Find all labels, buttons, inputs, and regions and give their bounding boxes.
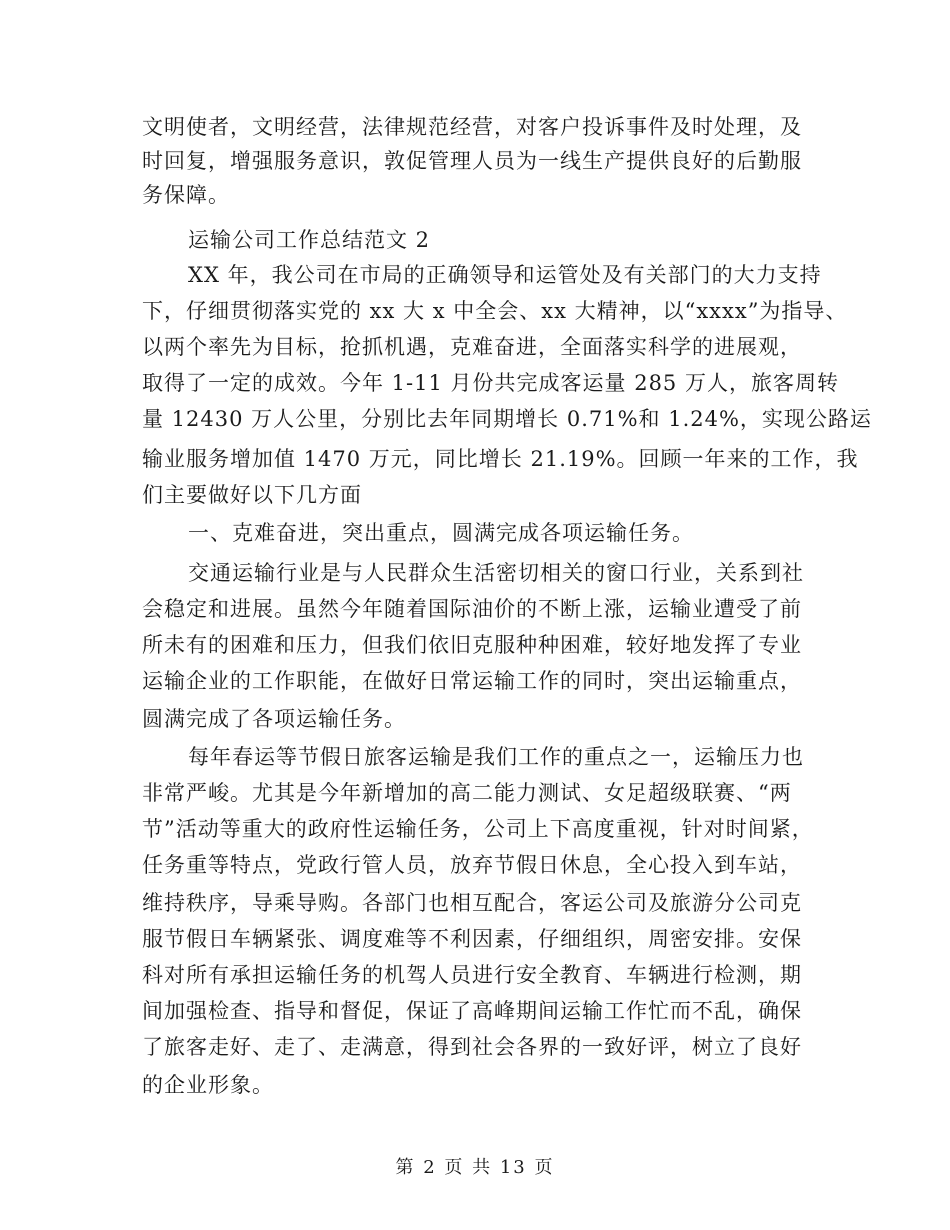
text-line: 任务重等特点，党政行管人员，放弃节假日休息，全心投入到车站， [142,853,802,877]
text-line: 下，仔细贯彻落实党的 xx 大 x 中全会、xx 大精神，以“xxxx”为指导、 [142,299,848,323]
text-line: 非常严峻。尤其是今年新增加的高二能力测试、女足超级联赛、“两 [142,781,792,805]
text-line: 所未有的困难和压力，但我们依旧克服种种困难，较好地发挥了专业 [142,633,802,657]
text-line: 量 12430 万人公里，分别比去年同期增长 0.71%和 1.24%，实现公路运 [142,407,872,431]
text-line: 圆满完成了各项运输任务。 [142,707,406,731]
text-line: 运输企业的工作职能，在做好日常运输工作的同时，突出运输重点， [142,669,802,693]
text-line: 服节假日车辆紧张、调度难等不利因素，仔细组织，周密安排。安保 [142,927,802,951]
text-line: 交通运输行业是与人民群众生活密切相关的窗口行业，关系到社 [188,561,804,585]
text-line: 会稳定和进展。虽然今年随着国际油价的不断上涨，运输业遭受了前 [142,597,802,621]
text-line: 节”活动等重大的政府性运输任务，公司上下高度重视，针对时间紧， [142,817,814,841]
page-footer: 第 2 页 共 13 页 [395,1157,555,1178]
text-line: 取得了一定的成效。今年 1-11 月份共完成客运量 285 万人，旅客周转 [142,371,839,395]
text-line: 的企业形象。 [142,1073,274,1097]
text-line: XX 年，我公司在市局的正确领导和运管处及有关部门的大力支持 [188,263,822,287]
text-line: 输业服务增加值 1470 万元，同比增长 21.19%。回顾一年来的工作，我 [142,447,859,471]
section-heading: 运输公司工作总结范文 2 [188,228,431,252]
text-line: 以两个率先为目标，抢抓机遇，克难奋进，全面落实科学的进展观， [142,335,802,359]
text-line: 文明使者，文明经营，法律规范经营，对客户投诉事件及时处理，及 [142,115,802,139]
text-line: 了旅客走好、走了、走满意，得到社会各界的一致好评，树立了良好 [142,1035,802,1059]
text-line: 维持秩序，导乘导购。各部门也相互配合，客运公司及旅游分公司克 [142,891,802,915]
text-line: 务保障。 [142,183,230,207]
text-line: 间加强检查、指导和督促，保证了高峰期间运输工作忙而不乱，确保 [142,999,802,1023]
section-heading: 一、克难奋进，突出重点，圆满完成各项运输任务。 [188,521,694,545]
text-line: 每年春运等节假日旅客运输是我们工作的重点之一，运输压力也 [188,745,804,769]
text-line: 科对所有承担运输任务的机驾人员进行安全教育、车辆进行检测，期 [142,963,802,987]
text-line: 们主要做好以下几方面 [142,483,362,507]
text-line: 时回复，增强服务意识，敦促管理人员为一线生产提供良好的后勤服 [142,149,802,173]
